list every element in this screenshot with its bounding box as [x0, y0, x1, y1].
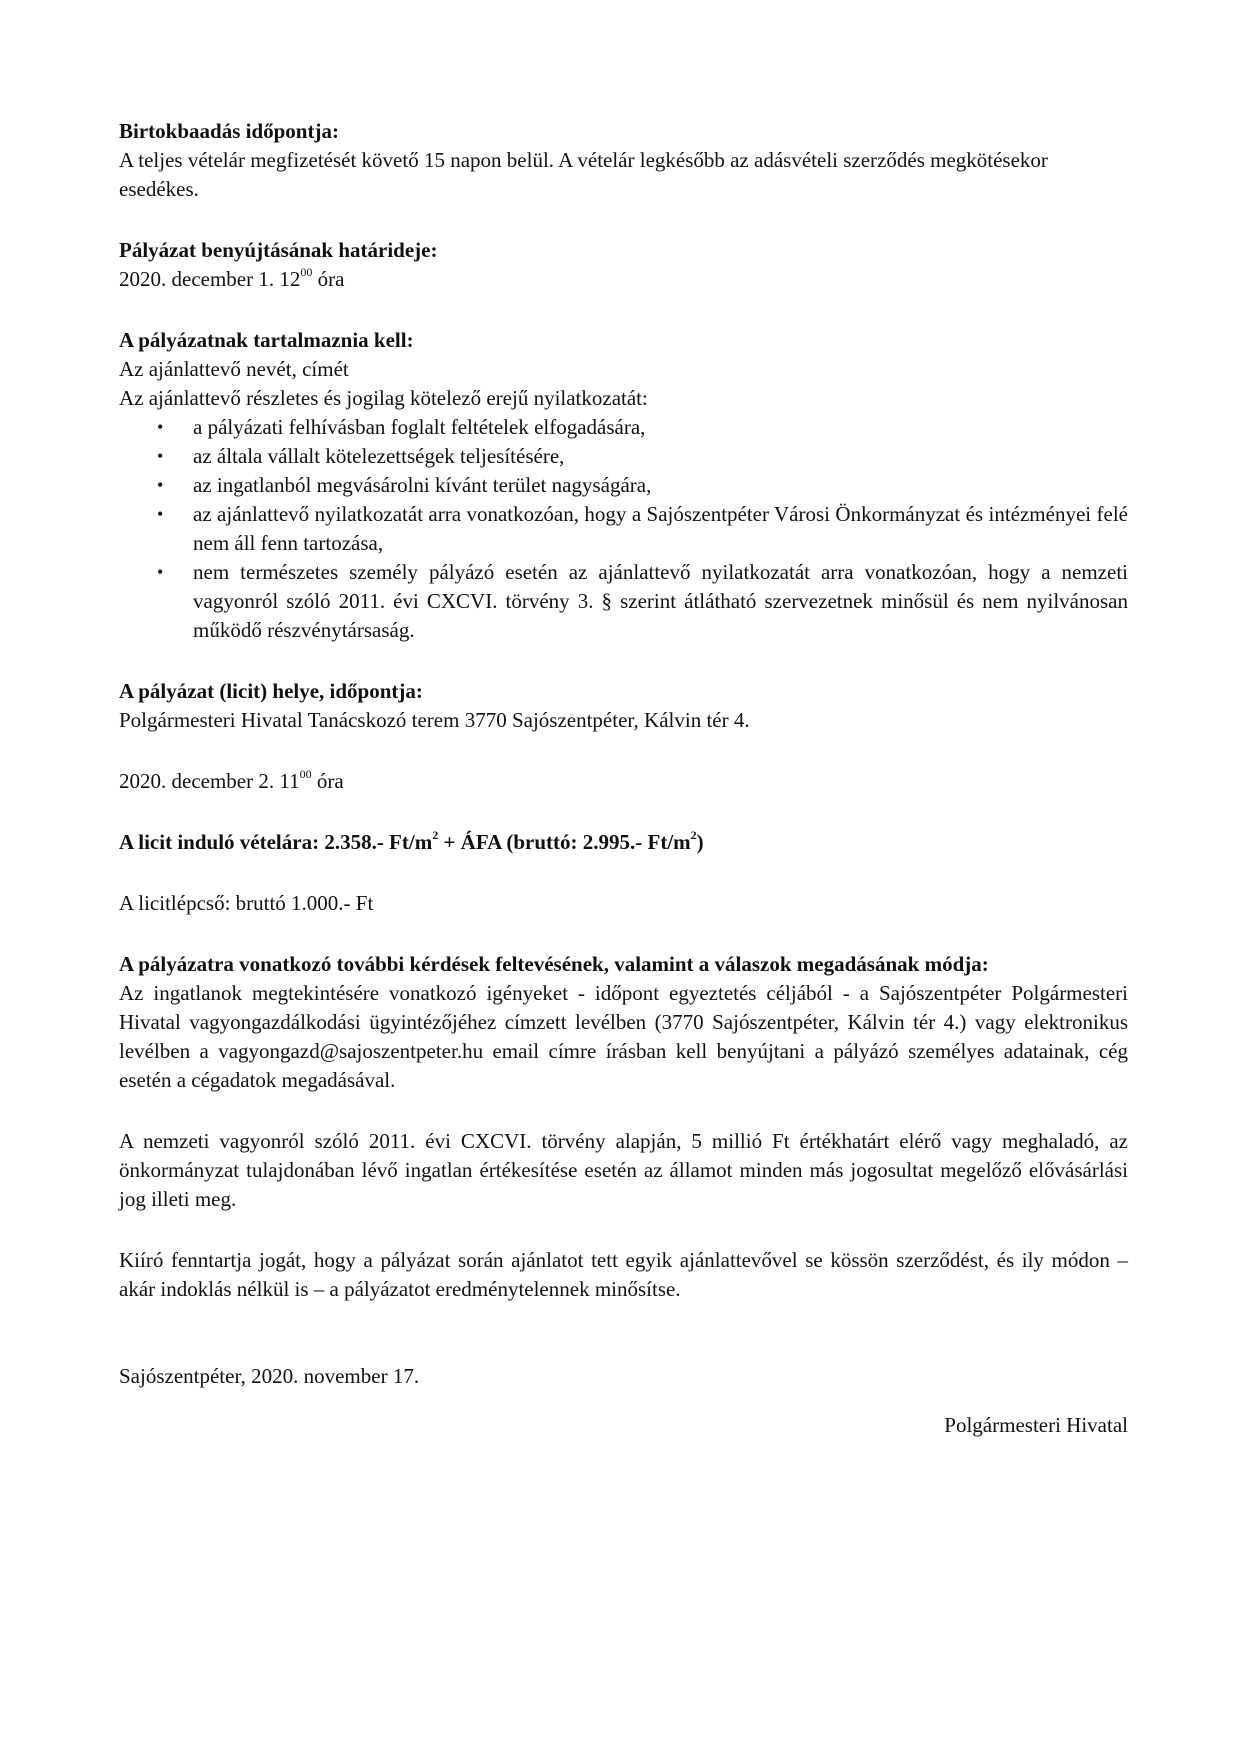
- list-item-text: nem természetes személy pályázó esetén az ajánlattevő nyilatkozatát arra vonatkozóan, hogy a nemzeti vagyonról szóló 2011. évi CXCVI. törvény 3. § szerint átlátható szervezetnek minősül és nem nyilvánosan működő részvénytársaság.: [193, 560, 1128, 642]
- questions-section: [119, 950, 1128, 1095]
- place-date: Sajószentpéter, 2020. november 17.: [119, 1364, 420, 1388]
- signature: Polgármesteri Hivatal: [944, 1413, 1128, 1437]
- reservation-text: Kiíró fenntartja jogát, hogy a pályázat során ajánlatot tett egyik ajánlattevővel se kössön szerződést, és ily módon – akár indoklás nélkül is – a pályázatot eredménytelennek minősítse.: [119, 1248, 1128, 1301]
- bullet-icon: •: [157, 504, 164, 524]
- price-part-1: A licit induló vételára: 2.358.- Ft/m: [119, 830, 433, 854]
- list-item-text: a pályázati felhívásban foglalt feltételek elfogadására,: [193, 415, 646, 439]
- deadline-section: [119, 236, 1128, 294]
- list-item-text: az ajánlattevő nyilatkozatát arra vonatkozóan, hogy a Sajószentpéter Városi Önkormányzat és intézményei felé nem áll fenn tartozása,: [193, 502, 1128, 555]
- deadline-time-sup: 00: [300, 265, 313, 279]
- list-item: [119, 442, 1128, 471]
- contents-section: [119, 326, 1128, 645]
- deadline-date: [119, 265, 1128, 294]
- list-item: [119, 471, 1128, 500]
- bullet-icon: •: [157, 562, 164, 582]
- bid-step: A licitlépcső: bruttó 1.000.- Ft: [119, 891, 374, 915]
- location-heading: A pályázat (licit) helye, időpontja:: [119, 679, 423, 703]
- deadline-heading: Pályázat benyújtásának határideje:: [119, 238, 438, 262]
- list-item: [119, 558, 1128, 645]
- bullet-icon: •: [157, 417, 164, 437]
- price-part-2: + ÁFA (bruttó: 2.995.- Ft/m: [438, 830, 691, 854]
- location-date-text: 2020. december 2. 11: [119, 769, 300, 793]
- starting-price: [119, 828, 1128, 857]
- possession-text: A teljes vételár megfizetését követő 15 napon belül. A vételár legkésőbb az adásvételi szerződés megkötésekor esedékes.: [119, 148, 1048, 201]
- deadline-suffix: óra: [312, 267, 345, 291]
- deadline-date-text: 2020. december 1. 12: [119, 267, 301, 291]
- location-section: [119, 677, 1128, 796]
- price-part-3: ): [696, 830, 704, 854]
- contents-bullet-list: [119, 413, 1128, 645]
- questions-heading: A pályázatra vonatkozó további kérdések feltevésének, valamint a válaszok megadásának módja:: [119, 952, 989, 976]
- price-sup-1: 2: [432, 828, 439, 842]
- questions-text: Az ingatlanok megtekintésére vonatkozó igényeket - időpont egyeztetés céljából - a Sajószentpéter Polgármesteri Hivatal vagyongazdálkodási ügyintézőjéhez címzett levélben (3770 Sajószentpéter, Kálvin tér 4.) vagy elektronikus levélben a vagyongazd@sajoszentpeter.hu email címre írásban kell benyújtani a pályázó személyes adatainak, cég esetén a cégadatok megadásával.: [119, 981, 1128, 1092]
- location-suffix: óra: [311, 769, 344, 793]
- location-time-sup: 00: [299, 767, 312, 781]
- contents-line-2: Az ajánlattevő részletes és jogilag kötelező erejű nyilatkozatát:: [119, 386, 648, 410]
- bullet-icon: •: [157, 446, 164, 466]
- location-place: Polgármesteri Hivatal Tanácskozó terem 3770 Sajószentpéter, Kálvin tér 4.: [119, 708, 750, 732]
- possession-section: [119, 117, 1128, 204]
- list-item-text: az ingatlanból megvásárolni kívánt terület nagyságára,: [193, 473, 652, 497]
- possession-heading: Birtokbaadás időpontja:: [119, 119, 339, 143]
- price-sup-2: 2: [690, 828, 697, 842]
- list-item: [119, 413, 1128, 442]
- document-page: [119, 117, 1128, 1440]
- bullet-icon: •: [157, 475, 164, 495]
- list-item: [119, 500, 1128, 558]
- preemption-text: A nemzeti vagyonról szóló 2011. évi CXCVI. törvény alapján, 5 millió Ft értékhatárt elérő vagy meghaladó, az önkormányzat tulajdonában lévő ingatlan értékesítése esetén az államot minden más jogosultat megelőző elővásárlási jog illeti meg.: [119, 1129, 1128, 1211]
- list-item-text: az általa vállalt kötelezettségek teljesítésére,: [193, 444, 565, 468]
- location-date: [119, 767, 1128, 796]
- contents-heading: A pályázatnak tartalmaznia kell:: [119, 328, 414, 352]
- contents-line-1: Az ajánlattevő nevét, címét: [119, 357, 349, 381]
